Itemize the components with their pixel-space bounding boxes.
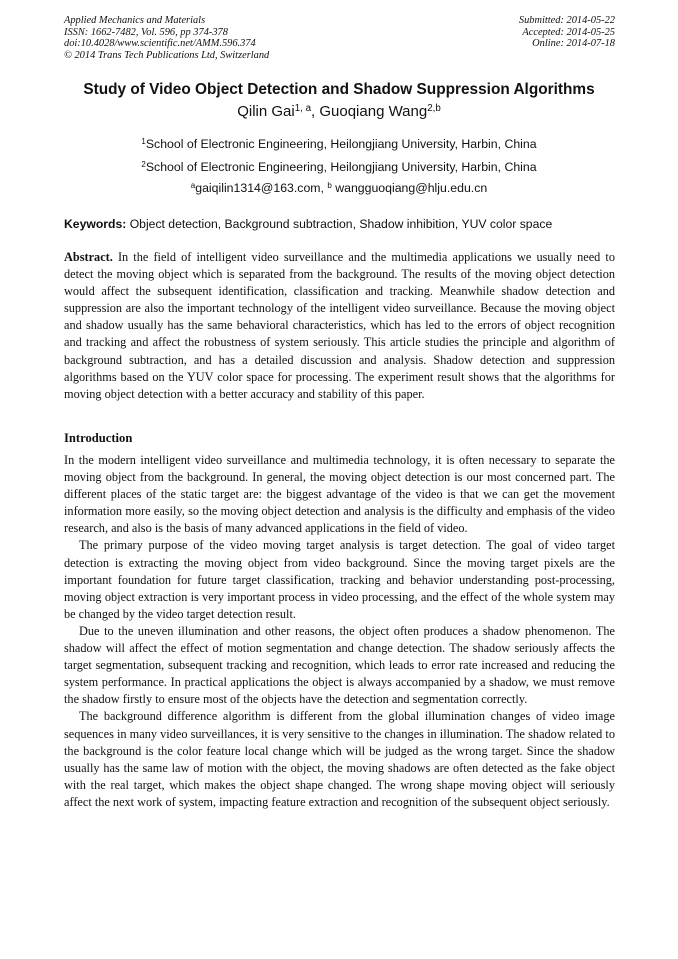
author-1-name: Qilin Gai: [237, 103, 295, 120]
online-date: Online: 2014-07-18: [532, 38, 615, 50]
author-separator: ,: [311, 103, 320, 120]
paper-title: Study of Video Object Detection and Shadow Suppression Algorithms: [83, 81, 595, 98]
affiliation-2: [40, 160, 638, 174]
keywords: [64, 217, 624, 231]
introduction-body: [64, 452, 615, 811]
intro-paragraph-1: In the modern intelligent video surveillance and multimedia technology, it is often necessary to separate the moving object from the background. In general, the moving object detection is our most concerned part. The different places of the static target are: the biggest advantage of the video is that we can get the movement information more easily, so the moving object detection and analysis is the difficulty and emphasis of the video research, and also is the basis of many advanced applications in the field of video.: [64, 453, 615, 536]
issn-line: ISSN: 1662-7482, Vol. 596, pp 374-378: [64, 26, 228, 38]
affiliation-1: [40, 137, 638, 151]
abstract-label: Abstract.: [64, 250, 113, 264]
affiliation-2-text: School of Electronic Engineering, Heilongjiang University, Harbin, China: [145, 160, 537, 174]
journal-name: Applied Mechanics and Materials: [64, 15, 206, 26]
email-b-mark: b: [327, 180, 332, 190]
author-1-affiliation-mark: 1, a: [294, 102, 312, 114]
email-a: gaiqilin1314@163.com,: [195, 181, 328, 195]
accepted-date: Accepted: 2014-05-25: [522, 26, 615, 38]
publication-dates: [355, 15, 615, 50]
intro-paragraph-4: The background difference algorithm is different from the global illumination changes of video image sequences in many video surveillances, it is very sensitive to the changes in illumination. The shadow related to the background is the color feature local change which will be judged as the wrong target. Since the shadow usually has the same law of motion with the object, the moving shadows are often detected as the fake object with the real target, which makes the object shape changed. The wrong shape moving object will seriously affect the next work of system, impacting feature extraction and recognition of the subsequent object seriously.: [64, 709, 615, 809]
intro-paragraph-3: Due to the uneven illumination and other reasons, the object often produces a shadow phenomenon. The shadow will affect the effect of motion segmentation and change detection. The shadow seriously affects the target segmentation, subsequent tracking and recognition, which leads to error rate increased and reducing the system performance. In practical applications the object is always accompanied by a shadow, we must remove the shadow firstly to ensure most of the objects have the detection and segmentation correctly.: [64, 623, 615, 707]
affiliation-1-text: School of Electronic Engineering, Heilongjiang University, Harbin, China: [145, 137, 537, 151]
copyright-line: © 2014 Trans Tech Publications Ltd, Switzerland: [64, 49, 270, 61]
keywords-label: Keywords:: [64, 217, 127, 231]
affiliation-1-mark: 1: [141, 136, 146, 146]
author-2-name: Guoqiang Wang: [319, 103, 428, 120]
email-b: wangguoqiang@hlju.edu.cn: [331, 181, 488, 195]
keywords-text: Object detection, Background subtraction, Shadow inhibition, YUV color space: [126, 217, 553, 231]
intro-paragraph-2: The primary purpose of the video moving target analysis is target detection. The goal of video target detection is extracting the moving object from video background. Since the moving target pixels are the important foundation for future target classification, tracking and behavior understanding post-processing, moving object extraction is very important process in video processing, and the effect of the whole system may be changed by the video target detection result.: [64, 538, 615, 621]
author-2-affiliation-mark: 2,b: [427, 102, 441, 114]
email-a-mark: a: [190, 180, 196, 190]
author-line: [40, 103, 638, 120]
email-line: [40, 181, 638, 195]
submitted-date: Submitted: 2014-05-22: [518, 15, 615, 26]
affiliation-2-mark: 2: [141, 159, 146, 169]
section-heading-introduction: Introduction: [64, 431, 133, 445]
doi-line: doi:10.4028/www.scientific.net/AMM.596.374: [64, 38, 256, 50]
abstract: [64, 249, 615, 403]
abstract-text: In the field of intelligent video surveillance and the multimedia applications we usually need to detect the moving object which is separated from the background. The results of the moving object detection would affect the subsequent identification, classification and tracking. Meanwhile shadow detection and suppression are also the important technology of the intelligent video surveillance. Because the moving object and shadow usually has the same behavioral characteristics, which has led to the errors of object recognition and tracking and affect the robustness of system seriously. This article studies the principle and algorithm of background subtraction, and has a detailed discussion and analysis. Shadow detection and suppression algorithms based on the YUV color space for processing. The experiment result shows that the algorithms for moving object detection with a better accuracy and stability of this paper.: [64, 250, 615, 401]
journal-info: [64, 15, 394, 61]
